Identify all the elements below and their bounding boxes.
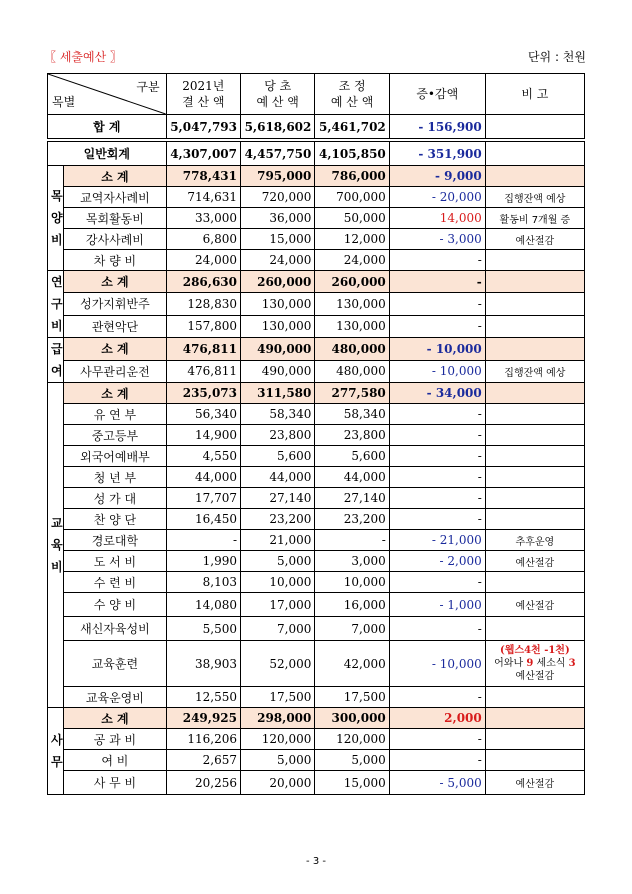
category-char: 교 <box>51 516 63 530</box>
category-char: 연 <box>51 275 63 289</box>
value-2021: 5,047,793 <box>166 115 240 139</box>
value-2021: 38,903 <box>166 641 240 687</box>
note <box>485 293 584 315</box>
note: 예산절감 <box>485 771 584 795</box>
category-char: 육 <box>51 538 63 552</box>
item-label: 차 량 비 <box>64 250 166 271</box>
value-change: - 3,000 <box>389 229 485 250</box>
note <box>485 467 584 488</box>
value-jojeong: 15,000 <box>315 771 389 795</box>
value-change: - <box>389 271 485 293</box>
table-header-row <box>48 74 585 115</box>
value-change: - <box>389 509 485 530</box>
value-2021: 44,000 <box>166 467 240 488</box>
value-dangcho: 260,000 <box>241 271 315 293</box>
value-2021: 5,500 <box>166 617 240 641</box>
value-2021: 8,103 <box>166 572 240 593</box>
header-gubun: 구분 <box>136 80 160 94</box>
item-label: 교육훈련 <box>64 641 166 687</box>
value-change: - <box>389 425 485 446</box>
value-dangcho: 20,000 <box>241 771 315 795</box>
value-2021: 476,811 <box>166 360 240 383</box>
table-row <box>48 729 585 750</box>
item-label: 사무관리운전 <box>64 360 166 383</box>
value-dangcho: 58,340 <box>241 404 315 425</box>
note <box>485 572 584 593</box>
header-jojeong: 조 정 예 산 액 <box>315 74 389 115</box>
note <box>485 315 584 337</box>
subtotal-label: 소 계 <box>64 383 166 404</box>
value-dangcho: 4,457,750 <box>241 142 315 166</box>
value-jojeong: 4,105,850 <box>315 142 389 166</box>
value-jojeong: 120,000 <box>315 729 389 750</box>
category-char: 무 <box>51 755 63 769</box>
category-label <box>48 383 64 708</box>
value-2021: 286,630 <box>166 271 240 293</box>
value-change: - 10,000 <box>389 360 485 383</box>
row-label: 일반회계 <box>48 142 167 166</box>
table-row <box>48 617 585 641</box>
value-dangcho: 5,618,602 <box>241 115 315 139</box>
value-2021: 12,550 <box>166 687 240 708</box>
value-change: - 21,000 <box>389 530 485 551</box>
value-dangcho: 10,000 <box>241 572 315 593</box>
value-dangcho: 44,000 <box>241 467 315 488</box>
item-label: 강사사례비 <box>64 229 166 250</box>
table-row <box>48 488 585 509</box>
table-row <box>48 315 585 337</box>
table-row <box>48 572 585 593</box>
value-jojeong: 12,000 <box>315 229 389 250</box>
value-jojeong: 23,200 <box>315 509 389 530</box>
subtotal-label: 소 계 <box>64 708 166 729</box>
table-row <box>48 446 585 467</box>
value-dangcho: 23,800 <box>241 425 315 446</box>
value-jojeong: 16,000 <box>315 593 389 617</box>
value-2021: 476,811 <box>166 338 240 361</box>
header-gubun-cell <box>48 74 167 115</box>
value-2021: 714,631 <box>166 187 240 208</box>
value-jojeong: 23,800 <box>315 425 389 446</box>
note-line: 예산절감 <box>515 671 555 682</box>
value-change: - <box>389 446 485 467</box>
note: 예산절감 <box>485 593 584 617</box>
note <box>485 115 584 139</box>
gyoyuk-subtotal-row <box>48 383 585 404</box>
note: 활동비 7개월 증 <box>485 208 584 229</box>
value-dangcho: 298,000 <box>241 708 315 729</box>
item-label: 도 서 비 <box>64 551 166 572</box>
item-label: 관현악단 <box>64 315 166 337</box>
value-2021: 33,000 <box>166 208 240 229</box>
value-jojeong: 130,000 <box>315 293 389 315</box>
table-row <box>48 404 585 425</box>
value-change: - <box>389 315 485 337</box>
value-change: - <box>389 729 485 750</box>
note-line <box>489 657 581 670</box>
note <box>485 617 584 641</box>
category-char: 여 <box>51 364 63 378</box>
category-char: 목 <box>51 189 63 203</box>
value-change: - <box>389 572 485 593</box>
value-change: - <box>389 467 485 488</box>
note <box>485 166 584 187</box>
category-char: 비 <box>51 319 63 333</box>
value-change: 14,000 <box>389 208 485 229</box>
value-change: 2,000 <box>389 708 485 729</box>
item-label: 중고등부 <box>64 425 166 446</box>
note <box>485 338 584 361</box>
note <box>485 687 584 708</box>
value-change: - 156,900 <box>389 115 485 139</box>
value-change: - <box>389 488 485 509</box>
table-row <box>48 250 585 271</box>
note: 추후운영 <box>485 530 584 551</box>
value-dangcho: 23,200 <box>241 509 315 530</box>
category-label <box>48 271 64 338</box>
value-dangcho: 17,000 <box>241 593 315 617</box>
table-row <box>48 208 585 229</box>
subtotal-label: 소 계 <box>64 271 166 293</box>
table-row <box>48 593 585 617</box>
value-dangcho: 120,000 <box>241 729 315 750</box>
note <box>485 446 584 467</box>
value-2021: 56,340 <box>166 404 240 425</box>
note <box>485 509 584 530</box>
item-label: 새신자육성비 <box>64 617 166 641</box>
value-dangcho: 17,500 <box>241 687 315 708</box>
value-jojeong: 300,000 <box>315 708 389 729</box>
value-change: - <box>389 750 485 771</box>
item-label: 수 련 비 <box>64 572 166 593</box>
note: 예산절감 <box>485 229 584 250</box>
unit-label: 단위 : 천원 <box>527 50 586 64</box>
note <box>485 271 584 293</box>
value-dangcho: 311,580 <box>241 383 315 404</box>
category-char: 비 <box>51 560 63 574</box>
note <box>485 404 584 425</box>
value-jojeong: 10,000 <box>315 572 389 593</box>
item-label: 유 연 부 <box>64 404 166 425</box>
budget-table <box>47 73 585 795</box>
item-label: 여 비 <box>64 750 166 771</box>
category-char: 급 <box>51 342 63 356</box>
note <box>485 250 584 271</box>
category-char: 비 <box>51 233 63 247</box>
item-label: 외국어예배부 <box>64 446 166 467</box>
value-2021: 128,830 <box>166 293 240 315</box>
value-jojeong: 44,000 <box>315 467 389 488</box>
value-change: - <box>389 617 485 641</box>
item-label: 교육운영비 <box>64 687 166 708</box>
value-2021: 1,990 <box>166 551 240 572</box>
value-change: - <box>389 687 485 708</box>
note <box>485 142 584 166</box>
value-jojeong: 58,340 <box>315 404 389 425</box>
value-dangcho: 490,000 <box>241 338 315 361</box>
value-change: - 9,000 <box>389 166 485 187</box>
category-char: 양 <box>51 211 63 225</box>
header-change: 증•감액 <box>389 74 485 115</box>
value-2021: 16,450 <box>166 509 240 530</box>
note <box>485 425 584 446</box>
note <box>485 729 584 750</box>
table-row <box>48 187 585 208</box>
value-2021: 2,657 <box>166 750 240 771</box>
note-multi <box>485 641 584 687</box>
yeongu-subtotal-row <box>48 271 585 293</box>
value-2021: - <box>166 530 240 551</box>
value-change: - 1,000 <box>389 593 485 617</box>
table-row <box>48 687 585 708</box>
value-change: - 20,000 <box>389 187 485 208</box>
note: 집행잔액 예상 <box>485 187 584 208</box>
value-dangcho: 27,140 <box>241 488 315 509</box>
item-label: 성가지휘반주 <box>64 293 166 315</box>
item-label: 수 양 비 <box>64 593 166 617</box>
value-change: - <box>389 293 485 315</box>
value-2021: 14,900 <box>166 425 240 446</box>
item-label: 교역자사례비 <box>64 187 166 208</box>
category-char: 구 <box>51 297 63 311</box>
value-dangcho: 7,000 <box>241 617 315 641</box>
samu-subtotal-row <box>48 708 585 729</box>
mokyang-subtotal-row <box>48 166 585 187</box>
value-jojeong: 3,000 <box>315 551 389 572</box>
table-row <box>48 530 585 551</box>
value-change: - <box>389 404 485 425</box>
note <box>485 750 584 771</box>
value-2021: 24,000 <box>166 250 240 271</box>
value-jojeong: - <box>315 530 389 551</box>
value-change: - 351,900 <box>389 142 485 166</box>
value-2021: 4,307,007 <box>166 142 240 166</box>
value-jojeong: 17,500 <box>315 687 389 708</box>
header-2021: 2021년 결 산 액 <box>166 74 240 115</box>
note: 예산절감 <box>485 551 584 572</box>
category-label <box>48 708 64 795</box>
value-jojeong: 5,461,702 <box>315 115 389 139</box>
value-jojeong: 277,580 <box>315 383 389 404</box>
value-jojeong: 50,000 <box>315 208 389 229</box>
table-row <box>48 750 585 771</box>
value-dangcho: 130,000 <box>241 293 315 315</box>
value-dangcho: 5,000 <box>241 750 315 771</box>
subtotal-label: 소 계 <box>64 338 166 361</box>
note <box>485 708 584 729</box>
item-label: 청 년 부 <box>64 467 166 488</box>
category-label <box>48 166 64 271</box>
table-row <box>48 360 585 383</box>
value-2021: 778,431 <box>166 166 240 187</box>
value-dangcho: 490,000 <box>241 360 315 383</box>
note-fragment: 어와나 <box>494 658 527 669</box>
value-change: - 10,000 <box>389 338 485 361</box>
value-dangcho: 36,000 <box>241 208 315 229</box>
note-fragment: 세소식 <box>533 658 569 669</box>
value-jojeong: 24,000 <box>315 250 389 271</box>
note-fragment: 3 <box>568 658 576 669</box>
value-change: - 34,000 <box>389 383 485 404</box>
category-char: 사 <box>51 733 63 747</box>
item-label: 경로대학 <box>64 530 166 551</box>
value-jojeong: 130,000 <box>315 315 389 337</box>
item-label: 목회활동비 <box>64 208 166 229</box>
value-jojeong: 5,600 <box>315 446 389 467</box>
item-label: 사 무 비 <box>64 771 166 795</box>
value-2021: 157,800 <box>166 315 240 337</box>
value-dangcho: 52,000 <box>241 641 315 687</box>
value-jojeong: 786,000 <box>315 166 389 187</box>
value-jojeong: 42,000 <box>315 641 389 687</box>
value-2021: 4,550 <box>166 446 240 467</box>
value-2021: 116,206 <box>166 729 240 750</box>
value-2021: 20,256 <box>166 771 240 795</box>
section-title: 〖 세출예산 〗 <box>44 50 122 64</box>
value-dangcho: 15,000 <box>241 229 315 250</box>
value-2021: 235,073 <box>166 383 240 404</box>
geupyeo-subtotal-row <box>48 338 585 361</box>
value-jojeong: 700,000 <box>315 187 389 208</box>
value-jojeong: 5,000 <box>315 750 389 771</box>
value-jojeong: 480,000 <box>315 360 389 383</box>
value-2021: 17,707 <box>166 488 240 509</box>
general-row <box>48 142 585 166</box>
note-fragment: 9 <box>526 658 534 669</box>
value-jojeong: 7,000 <box>315 617 389 641</box>
value-change: - 10,000 <box>389 641 485 687</box>
table-row <box>48 229 585 250</box>
value-2021: 6,800 <box>166 229 240 250</box>
table-row <box>48 425 585 446</box>
value-dangcho: 21,000 <box>241 530 315 551</box>
table-row <box>48 771 585 795</box>
category-label <box>48 338 64 383</box>
item-label: 성 가 대 <box>64 488 166 509</box>
note: 집행잔액 예상 <box>485 360 584 383</box>
value-change: - <box>389 250 485 271</box>
value-dangcho: 5,600 <box>241 446 315 467</box>
value-dangcho: 720,000 <box>241 187 315 208</box>
value-dangcho: 795,000 <box>241 166 315 187</box>
value-change: - 5,000 <box>389 771 485 795</box>
value-dangcho: 5,000 <box>241 551 315 572</box>
item-label: 공 과 비 <box>64 729 166 750</box>
value-2021: 14,080 <box>166 593 240 617</box>
header-dangcho: 당 초 예 산 액 <box>241 74 315 115</box>
subtotal-label: 소 계 <box>64 166 166 187</box>
value-jojeong: 260,000 <box>315 271 389 293</box>
table-row <box>48 641 585 687</box>
header-mokbyeol: 목별 <box>52 95 76 109</box>
total-row <box>48 115 585 139</box>
item-label: 찬 양 단 <box>64 509 166 530</box>
table-row <box>48 293 585 315</box>
table-row <box>48 509 585 530</box>
table-row <box>48 551 585 572</box>
value-jojeong: 27,140 <box>315 488 389 509</box>
value-dangcho: 130,000 <box>241 315 315 337</box>
note <box>485 488 584 509</box>
table-row <box>48 467 585 488</box>
note-line: (웹스4천 -1천) <box>500 645 570 656</box>
page-number: - 3 - <box>306 856 326 867</box>
row-label: 합 계 <box>48 115 167 139</box>
value-jojeong: 480,000 <box>315 338 389 361</box>
header-note: 비 고 <box>485 74 584 115</box>
value-change: - 2,000 <box>389 551 485 572</box>
value-dangcho: 24,000 <box>241 250 315 271</box>
note <box>485 383 584 404</box>
value-2021: 249,925 <box>166 708 240 729</box>
